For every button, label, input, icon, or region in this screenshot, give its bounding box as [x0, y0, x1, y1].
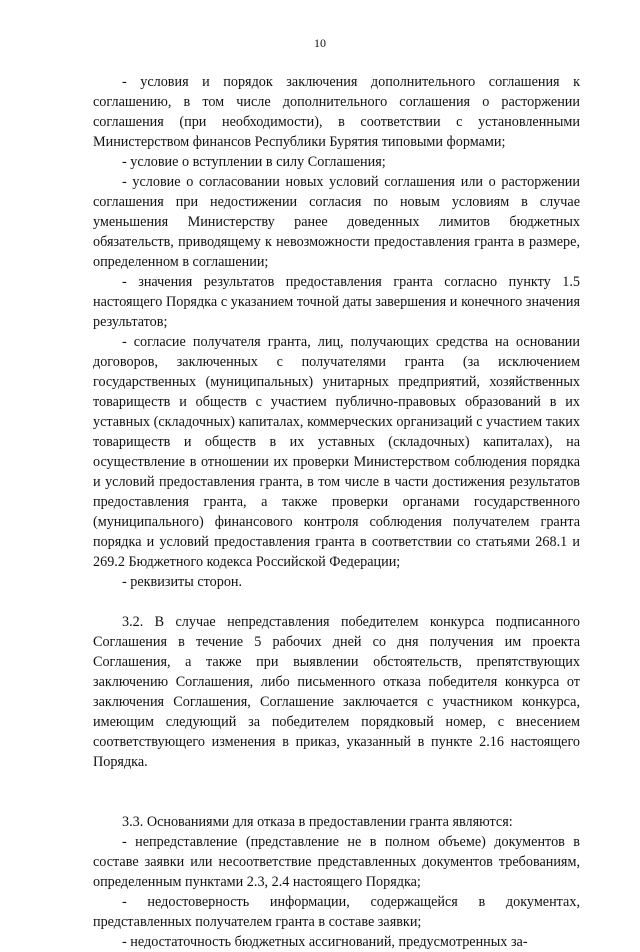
- paragraph-3-2: 3.2. В случае непредставления победителем конкурса подписанного Соглашения в течение 5 рабочих дней со дня получения им проекта Соглашения, а также при выявлении обстоятельств, препятствующих заключению Соглашения, либо письменного отказа победителя конкурса от заключения Соглашения, Соглашение заключается с участником конкурса, имеющим следующий за победителем порядковый номер, с внесением соответствующего изменения в приказ, указанный в пункте 2.16 настоящего Порядка.: [93, 614, 580, 770]
- paragraph-spacer-large: [93, 772, 580, 812]
- paragraph-grant-results-values: - значения результатов предоставления гранта согласно пункту 1.5 настоящего Порядка с указанием точной даты завершения и конечного значения результатов;: [93, 274, 580, 330]
- paragraph-refusal-incomplete-documents: - непредставление (представление не в полном объеме) документов в составе заявки или несоответствие представленных документов требованиям, определенным пунктами 2.3, 2.4 настоящего Порядка;: [93, 834, 580, 890]
- paragraph-new-conditions-agreement: - условие о согласовании новых условий соглашения или о расторжении соглашения при недостижении согласия по новым условиям в случае уменьшения Министерству ранее доведенных лимитов бюджетных обязательств, приводящему к невозможности предоставления гранта в размере, определенном в соглашении;: [93, 174, 580, 270]
- paragraph-recipient-consent-audit: - согласие получателя гранта, лиц, получающих средства на основании договоров, заключенных с получателями гранта (за исключением государственных (муниципальных) унитарных предприятий, хозяйственных товариществ и обществ с участием публично-правовых образований в их уставных (складочных) капиталах, коммерческих организаций с участием таких товариществ и обществ в их уставных (складочных) капиталах), на осуществление в отношении их проверки Министерством соблюдения порядка и условий предоставления гранта, в том числе в части достижения результатов предоставления гранта, а также проверки органами государственного (муниципального) финансового контроля соблюдения получателем гранта порядка и условий предоставления гранта в соответствии со статьями 268.1 и 269.2 Бюджетного кодекса Российской Федерации;: [93, 334, 580, 570]
- paragraph-refusal-inaccurate-information: - недостоверность информации, содержащейся в документах, представленных получателем гранта в составе заявки;: [93, 894, 580, 930]
- paragraph-party-details: - реквизиты сторон.: [122, 574, 243, 590]
- paragraph-refusal-insufficient-budget: - недостаточность бюджетных ассигнований, предусмотренных за-: [122, 934, 528, 950]
- paragraph-additional-agreement-terms: - условия и порядок заключения дополнительного соглашения к соглашению, в том числе дополнительного соглашения о расторжении соглашения (при необходимости), в соответствии с установленными Министерством финансов Республики Бурятия типовыми формами;: [93, 74, 580, 150]
- paragraph-3-3-heading: 3.3. Основаниями для отказа в предоставлении гранта являются:: [122, 814, 513, 830]
- document-body: [93, 72, 580, 952]
- paragraph-entry-into-force: - условие о вступлении в силу Соглашения;: [122, 154, 386, 170]
- paragraph-spacer: [93, 592, 580, 612]
- page-number: 10: [314, 36, 326, 50]
